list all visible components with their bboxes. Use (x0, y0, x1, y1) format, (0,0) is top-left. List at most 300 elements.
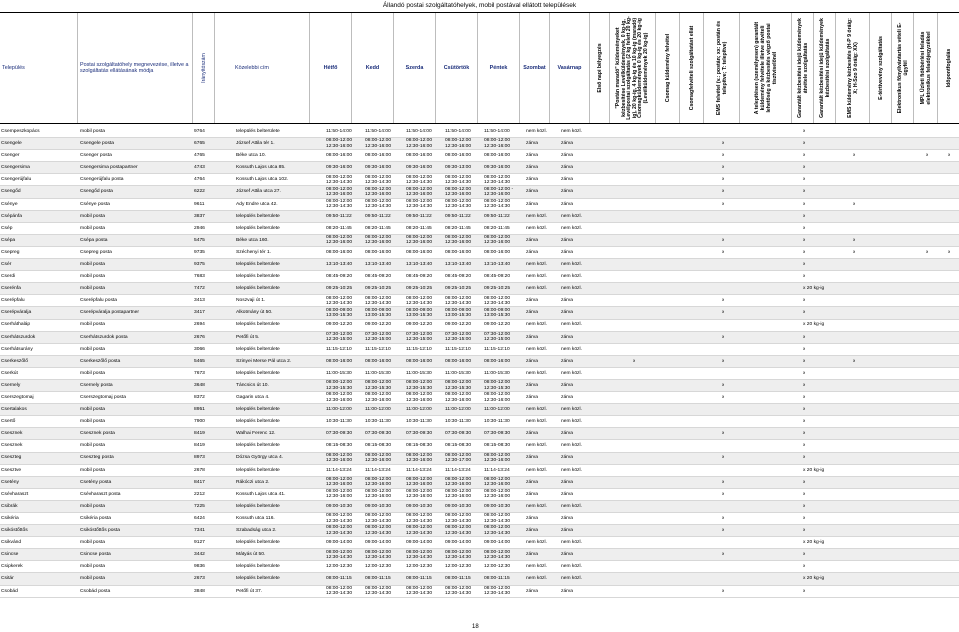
cell-mark-4: x (722, 177, 725, 183)
time-range: zárva (561, 298, 573, 304)
time-range: nem közl. (526, 225, 547, 231)
time-range: 13:00-15:30 (365, 312, 392, 318)
time-range: 10:30-11:30 (326, 419, 352, 425)
cell-day-2 (406, 537, 432, 548)
time-range: 11:15-12:10 (365, 346, 391, 352)
cell-iranyitoszam: 2694 (194, 322, 205, 328)
cell-telepules: Cserépfalu (1, 298, 25, 304)
cell-day-5 (526, 392, 538, 403)
cell-cim: település belterülete (236, 419, 280, 425)
time-range: 12:30-14:30 (365, 554, 392, 560)
cell-day-4 (484, 211, 510, 222)
cell-day-5 (526, 271, 547, 282)
cell-mark-6: x (803, 189, 806, 195)
time-range: 09:00-12:20 (445, 322, 472, 328)
cell-day-5 (526, 573, 547, 584)
table-row (0, 307, 959, 319)
cell-mark-6: x (803, 564, 806, 570)
cell-day-1 (365, 332, 391, 343)
cell-day-4 (484, 162, 510, 173)
time-range: 12:30-15:30 (406, 385, 433, 391)
time-range: 08:00-12:00 (484, 525, 511, 531)
cell-postai-hely: Csenger posta (80, 153, 112, 159)
cell-day-6 (561, 573, 582, 584)
time-range: 13:00-15:30 (326, 312, 353, 318)
cell-postai-hely: Cserépváralja postapartner (80, 310, 139, 316)
cell-day-1 (365, 440, 391, 451)
time-range: 12:30-14:30 (484, 300, 511, 306)
cell-telepules: Csikvánd (1, 540, 22, 546)
time-range: 09:25-10:25 (484, 286, 511, 292)
time-range: nem közl. (561, 407, 582, 413)
cell-cim: Gagarin utca 4. (236, 395, 270, 400)
header-day-2: Szerda (394, 13, 436, 123)
table-row (0, 453, 959, 465)
time-range: 07:30-09:30 (326, 431, 353, 437)
cell-day-5 (526, 235, 538, 246)
time-range: zárva (526, 382, 538, 388)
cell-day-1 (365, 320, 391, 331)
cell-mark-6: x (803, 141, 806, 147)
time-range: 07:30-12:00 (326, 331, 353, 337)
cell-day-0 (326, 477, 352, 488)
time-range: 12:30-16:00 (445, 143, 472, 149)
time-range: 11:50-14:00 (326, 128, 352, 134)
table-row (0, 186, 959, 198)
table-row (0, 404, 959, 416)
cell-iranyitoszam: 6222 (194, 189, 205, 195)
time-range: 12:30-16:00 (365, 482, 392, 488)
time-range: 08:15-08:30 (406, 443, 433, 449)
cell-day-2 (406, 513, 432, 524)
cell-postai-hely: Csengersima postapartner (80, 165, 138, 171)
time-range: zárva (561, 395, 573, 400)
table-row (0, 283, 959, 295)
cell-mark-4: x (722, 201, 725, 207)
cell-day-6 (561, 162, 573, 173)
time-range: 11:50-14:00 (484, 128, 510, 134)
time-range: 08:00-12:00 (445, 513, 472, 519)
cell-day-2 (406, 320, 432, 331)
cell-mark-6: x (803, 177, 806, 183)
time-range: zárva (561, 515, 573, 521)
cell-cim: Béke utca 160. (236, 237, 269, 243)
cell-day-6 (561, 174, 573, 185)
cell-day-3 (445, 465, 471, 476)
time-range: nem közl. (561, 225, 582, 231)
cell-day-3 (445, 162, 471, 173)
cell-day-6 (561, 561, 582, 572)
cell-day-2 (406, 344, 432, 355)
cell-mark-4: x (722, 382, 725, 388)
cell-mark-8: x (853, 249, 856, 255)
cell-mark-4: x (722, 334, 725, 340)
cell-day-5 (526, 283, 547, 294)
cell-mark-6: x (803, 334, 806, 340)
time-range: 08:00-12:00 (365, 235, 392, 241)
cell-telepules: Cserháthaláp (1, 322, 31, 328)
cell-day-3 (445, 150, 471, 161)
cell-telepules: Cserhátsurány (1, 346, 33, 352)
cell-day-1 (365, 453, 391, 464)
time-range: 12:30-14:30 (365, 179, 392, 185)
time-range: 08:20-11:45 (365, 225, 391, 231)
cell-postai-hely: Cseszteg posta (80, 455, 114, 461)
header-rot-0: Első napi bélyegzés (590, 13, 610, 123)
time-range: 12:00-12:30 (326, 564, 353, 570)
page-title: Állandó postai szolgáltatóhelyek, mobil postával ellátott települések (382, 2, 577, 9)
cell-day-1 (365, 126, 391, 137)
cell-cim: József Attila tér 1. (236, 141, 275, 147)
cell-iranyitoszam: 7683 (194, 274, 205, 280)
time-range: 07:30-09:30 (484, 431, 511, 437)
time-range: 12:30-16:00 (365, 494, 392, 500)
cell-day-4 (484, 453, 510, 464)
table-row (0, 440, 959, 452)
cell-telepules: Csenger (1, 153, 20, 159)
cell-mark-6: x (803, 407, 806, 413)
time-range: 11:00-12:00 (484, 407, 510, 413)
time-range: 08:00-09:00 (484, 307, 511, 313)
time-range: 08:15-08:30 (484, 443, 511, 449)
cell-day-4 (484, 223, 510, 234)
time-range: 12:30-16:00 (484, 494, 511, 500)
cell-day-3 (445, 440, 471, 451)
time-range: zárva (561, 249, 573, 255)
cell-mark-4: x (722, 310, 725, 316)
cell-day-2 (406, 477, 432, 488)
cell-day-0 (326, 416, 352, 427)
time-range: nem közl. (561, 274, 582, 280)
cell-day-5 (526, 332, 538, 343)
time-range: 13:10-13:40 (365, 261, 392, 267)
cell-day-0 (326, 525, 352, 536)
time-range: 08:00-12:00 (484, 392, 511, 398)
cell-day-4 (484, 199, 510, 210)
cell-day-4 (484, 138, 510, 149)
cell-mark-6: x (803, 552, 806, 558)
time-range: 07:30-09:30 (445, 431, 472, 437)
time-range: 08:20-11:45 (484, 225, 510, 231)
time-range: 09:25-10:25 (365, 286, 392, 292)
cell-cim: település belterülete (236, 346, 280, 352)
time-range: zárva (526, 552, 538, 558)
cell-telepules: Csetény (1, 479, 19, 485)
cell-day-3 (445, 586, 471, 597)
cell-day-1 (365, 404, 391, 415)
cell-postai-hely: Csetény posta (80, 479, 112, 485)
header-day-0: Hétfő (310, 13, 352, 123)
cell-mark-6: x (803, 515, 806, 521)
cell-day-3 (445, 489, 471, 500)
cell-day-5 (526, 247, 538, 258)
cell-day-6 (561, 356, 573, 367)
time-range: 08:00-09:00 (445, 307, 472, 313)
cell-day-6 (561, 259, 582, 270)
cell-postai-hely: Csengele posta (80, 141, 114, 147)
cell-day-6 (561, 247, 573, 258)
time-range: 08:00-12:00 (406, 489, 433, 495)
time-range: 09:00-10:30 (365, 503, 392, 509)
time-range: 08:00-12:00 (326, 198, 353, 204)
cell-day-4 (484, 501, 510, 512)
cell-day-2 (406, 174, 432, 185)
time-range: 08:00-12:00 (484, 380, 511, 386)
cell-day-1 (365, 586, 391, 597)
cell-day-3 (445, 501, 471, 512)
time-range: 08:00-12:00 (406, 138, 433, 144)
cell-day-3 (445, 235, 471, 246)
time-range: 08:00-12:00 (445, 549, 472, 555)
cell-day-1 (365, 525, 391, 536)
time-range: 08:00-16:00 (365, 249, 392, 255)
header-telepules: Település (0, 13, 78, 123)
cell-day-3 (445, 199, 471, 210)
cell-day-4 (484, 561, 510, 572)
cell-day-3 (445, 549, 471, 560)
time-range: nem közl. (561, 346, 582, 352)
time-range: 12:30-14:30 (445, 204, 472, 210)
time-range: 12:30-15:00 (406, 337, 433, 343)
cell-day-4 (484, 235, 510, 246)
cell-postai-hely: Csobád posta (80, 588, 111, 594)
time-range: 12:30-16:00 (445, 192, 472, 198)
time-range: 12:30-14:30 (326, 530, 353, 536)
time-range: 11:00-12:00 (326, 407, 352, 413)
cell-cim: Kossuth Lajos utca 41. (236, 491, 286, 497)
cell-mark-6: x (803, 274, 806, 280)
time-range: 08:00-12:00 (365, 489, 392, 495)
cell-day-6 (561, 138, 573, 149)
time-range: 08:00-12:00 (326, 513, 353, 519)
cell-telepules: Csempeszkopács (1, 128, 40, 134)
time-range: 12:30-14:30 (406, 179, 433, 185)
time-range: 12:30-14:30 (406, 554, 433, 560)
time-range: 08:45-09:20 (326, 274, 353, 280)
cell-mark-6: x (803, 165, 806, 171)
cell-iranyitoszam: 2673 (194, 576, 205, 582)
cell-cim: település belterülete (236, 286, 280, 292)
cell-day-5 (526, 501, 547, 512)
cell-day-2 (406, 223, 432, 234)
cell-day-3 (445, 174, 471, 185)
table-row (0, 549, 959, 561)
time-range: 08:00-12:00 (406, 174, 433, 180)
cell-iranyitoszam: 8419 (194, 443, 205, 449)
cell-mark-4: x (722, 165, 725, 171)
cell-day-5 (526, 150, 538, 161)
time-range: 12:30-16:00 (406, 494, 433, 500)
time-range: zárva (526, 588, 538, 594)
time-range: 12:30-16:00 (365, 192, 392, 198)
cell-iranyitoszam: 2678 (194, 467, 205, 473)
cell-mark-6: x (803, 382, 806, 388)
cell-day-0 (326, 259, 352, 270)
time-range: 12:30-15:30 (326, 385, 353, 391)
time-range: 08:45-09:20 (445, 274, 472, 280)
time-range: 09:00-12:20 (365, 322, 392, 328)
cell-mark-6: x (803, 237, 806, 243)
cell-mark-4: x (722, 249, 725, 255)
time-range: nem közl. (561, 286, 582, 292)
cell-day-6 (561, 368, 582, 379)
cell-mark-4: x (722, 431, 725, 437)
cell-iranyitoszam: 6765 (194, 141, 205, 147)
cell-telepules: Cserénfa (1, 286, 21, 292)
time-range: 11:00-12:00 (365, 407, 391, 413)
cell-day-4 (484, 465, 510, 476)
time-range: 08:00-12:00 (326, 452, 353, 458)
cell-day-4 (484, 489, 510, 500)
time-range: 12:30-14:30 (406, 591, 433, 597)
time-range: 13:10-13:40 (445, 261, 472, 267)
cell-postai-hely: mobil posta (80, 564, 106, 570)
time-range: nem közl. (526, 213, 547, 219)
cell-day-0 (326, 513, 352, 524)
cell-day-5 (526, 174, 538, 185)
time-range: 08:20-11:45 (445, 225, 471, 231)
cell-day-5 (526, 259, 547, 270)
cell-day-0 (326, 138, 352, 149)
cell-postai-hely: Csépa posta (80, 237, 108, 243)
cell-day-0 (326, 549, 352, 560)
cell-cim: Ady Endre utca 42. (236, 201, 278, 207)
time-range: 12:30-14:30 (406, 300, 433, 306)
time-range: zárva (526, 515, 538, 521)
time-range: 10:30-11:30 (406, 419, 432, 425)
cell-day-4 (484, 440, 510, 451)
header-rot-3: Csomagfelvételi szolgáltatást ellát (680, 13, 704, 123)
cell-telepules: Csertő (1, 419, 16, 425)
cell-day-0 (326, 235, 352, 246)
cell-telepules: Csesztve (1, 467, 22, 473)
cell-cim: település belterülete (236, 128, 280, 134)
time-range: 10:30-11:30 (365, 419, 391, 425)
cell-day-2 (406, 549, 432, 560)
cell-mark-4: x (722, 237, 725, 243)
time-range: 08:00-12:00 (406, 295, 433, 301)
time-range: nem közl. (526, 540, 547, 546)
cell-day-4 (484, 259, 510, 270)
cell-day-6 (561, 453, 573, 464)
table-row (0, 561, 959, 573)
cell-day-5 (526, 416, 547, 427)
table-row (0, 320, 959, 332)
cell-day-5 (526, 295, 538, 306)
time-range: zárva (561, 455, 573, 461)
time-range: 08:00-12:00 (365, 380, 392, 386)
cell-mark-6: x 20 kg-ig (803, 286, 825, 292)
cell-day-2 (406, 126, 432, 137)
cell-day-3 (445, 138, 471, 149)
cell-day-0 (326, 211, 352, 222)
cell-iranyitoszam: 7341 (194, 528, 205, 534)
cell-postai-hely: Csikóstőttős posta (80, 528, 120, 534)
cell-iranyitoszam: 8951 (194, 407, 205, 413)
time-range: 09:00-14:00 (365, 540, 392, 546)
cell-mark-6: x (803, 225, 806, 231)
time-range: 08:00-12:00 (326, 489, 353, 495)
header-rot-5: A telepítésen (személyesen) garantált küldemény felvétele illetve átvételi lehetőség a kézbesítés végző postai tisztviselőnél (740, 13, 792, 123)
time-range: 12:30-14:30 (365, 518, 392, 524)
cell-mark-6: x (803, 370, 806, 376)
time-range: 10:30-11:30 (484, 419, 510, 425)
cell-day-4 (484, 271, 510, 282)
cell-day-4 (484, 332, 510, 343)
cell-iranyitoszam: 3417 (194, 310, 205, 316)
time-range: zárva (561, 479, 573, 485)
time-range: 09:25-10:25 (445, 286, 472, 292)
cell-iranyitoszam: 2676 (194, 334, 205, 340)
cell-postai-hely: mobil posta (80, 540, 106, 546)
time-range: 12:30-16:00 (406, 482, 433, 488)
cell-cim: Walhai Ferenc 12. (236, 431, 276, 437)
cell-day-3 (445, 320, 471, 331)
time-range: 10:30-11:30 (445, 419, 471, 425)
cell-day-4 (484, 513, 510, 524)
time-range: 08:00-12:00 - (484, 186, 514, 192)
time-range: zárva (526, 141, 538, 147)
cell-day-6 (561, 344, 582, 355)
cell-day-0 (326, 561, 352, 572)
time-range: 09:50-11:22 (406, 213, 432, 219)
cell-telepules: Csesznek (1, 443, 23, 449)
cell-iranyitoszam: 9836 (194, 564, 205, 570)
header-rot-8: EMS küldemény kézbesítés (H-P 9 óráig: X; H-Szo 9 óráig: XX) (836, 13, 870, 123)
time-range: 08:45-09:20 (406, 274, 433, 280)
time-range: 12:30-14:30 (326, 179, 353, 185)
cell-postai-hely: Csepreg posta (80, 249, 112, 255)
cell-mark-4: x (722, 189, 725, 195)
time-range: 12:30-14:30 (365, 300, 392, 306)
time-range: zárva (561, 431, 573, 437)
cell-iranyitoszam: 8417 (194, 479, 205, 485)
time-range: 08:00-12:00 (406, 525, 433, 531)
cell-cim: település belterülete (236, 261, 280, 267)
cell-telepules: Cserépváralja (1, 310, 32, 316)
time-range: 08:15-08:30 (326, 443, 353, 449)
time-range: 09:00-14:00 (406, 540, 433, 546)
time-range: nem közl. (561, 467, 582, 473)
time-range: 08:00-12:00 (365, 295, 392, 301)
time-range: 12:30-16:00 (326, 192, 353, 198)
cell-day-3 (445, 368, 471, 379)
time-range: 12:30-16:00 (326, 143, 353, 149)
table-row (0, 501, 959, 513)
time-range: 12:30-15:30 (445, 385, 472, 391)
cell-day-1 (365, 259, 391, 270)
cell-day-4 (484, 549, 510, 560)
cell-cim: József Attila utca 27. (236, 189, 281, 195)
time-range: 12:30-16:00 (326, 458, 353, 464)
time-range: 12:30-16:00 (326, 397, 353, 403)
cell-day-6 (561, 525, 573, 536)
time-range: 11:50-14:00 (445, 128, 471, 134)
cell-day-1 (365, 428, 391, 439)
time-range: nem közl. (561, 261, 582, 267)
cell-mark-6: x 20 kg-ig (803, 322, 825, 328)
cell-day-2 (406, 307, 432, 318)
time-range: 12:30-14:30 (445, 300, 472, 306)
cell-day-4 (484, 150, 510, 161)
time-range: 13:00-15:30 (445, 312, 472, 318)
cell-day-0 (326, 307, 352, 318)
time-range: 12:30-14:30 (445, 591, 472, 597)
cell-cim: település belterülete (236, 503, 280, 509)
time-range: 09:30-16:00 (326, 165, 353, 171)
time-range: 08:00-12:00 (445, 392, 472, 398)
cell-day-1 (365, 368, 391, 379)
